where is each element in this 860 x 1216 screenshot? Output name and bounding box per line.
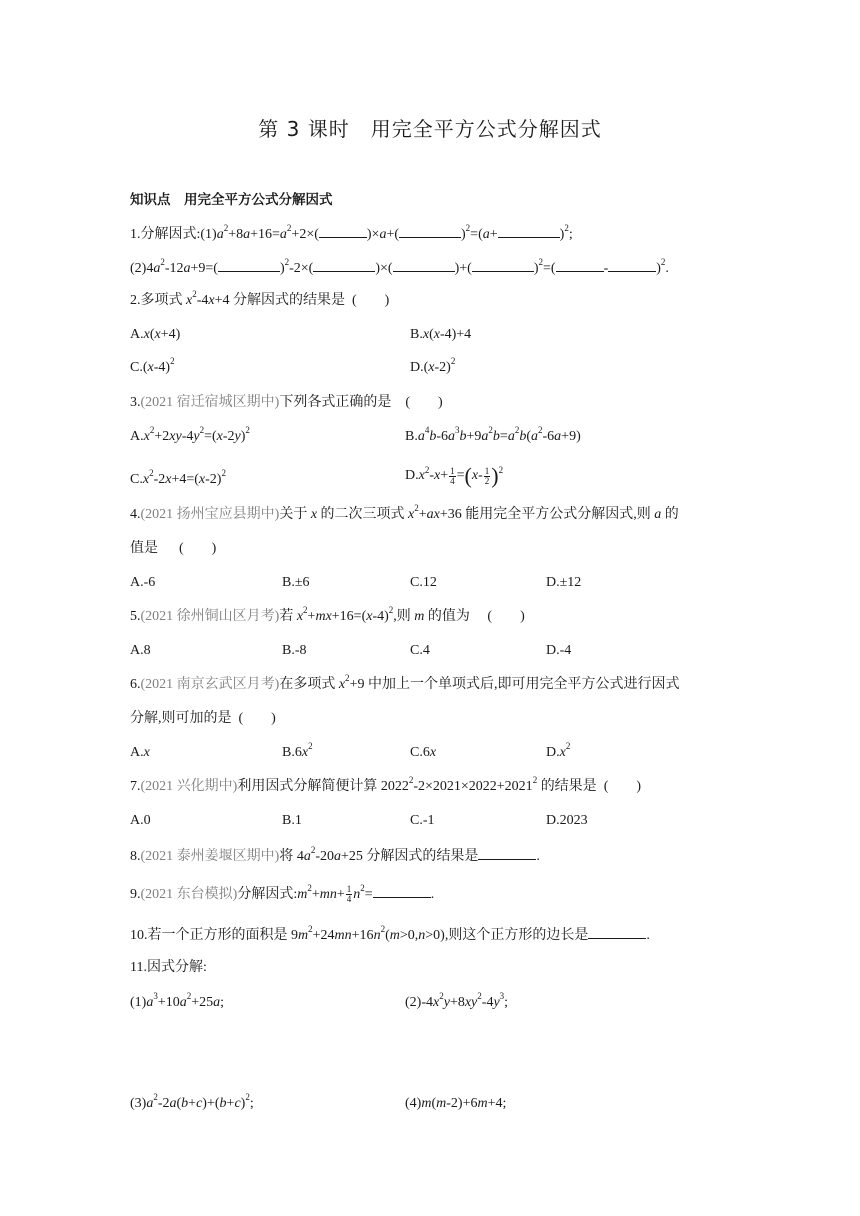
answer-blank[interactable] [319, 223, 367, 238]
question-4-line-2: 值是 ( ) [130, 541, 217, 556]
answer-blank[interactable] [313, 257, 375, 272]
q3-option-c[interactable]: $C.x^2-2x+4=(x-2)^2$ [130, 468, 226, 487]
source-tag: (2021 扬州宝应县期中) [140, 507, 280, 522]
q7-option-a[interactable]: A.0 [130, 813, 151, 828]
q2-option-b[interactable]: B.x(x-4)+4 [410, 327, 472, 342]
answer-blank[interactable] [478, 845, 536, 860]
q11-part-1: $(1)a^3+10a^2+25a$; [130, 991, 225, 1010]
q5-option-d[interactable]: D.-4 [546, 643, 572, 658]
q4-option-c[interactable]: C.12 [410, 575, 437, 590]
answer-blank[interactable] [498, 223, 560, 238]
question-6-line-2: 分解,则可加的是 ( ) [130, 711, 276, 726]
question-1-line-1: 1.分解因式$:(1)a^2+8a+16=a^2+2\times$( )×a+( )$^2=(a+ )^2$; [130, 223, 573, 242]
question-2: 2.多项式 $x^2-4x+4$ 分解因式的结果是 ( ) [130, 289, 390, 308]
q2-option-c[interactable]: $C.(x-4)^2$ [130, 356, 175, 375]
source-tag: (2021 徐州铜山区月考) [140, 609, 280, 624]
question-3: 3.(2021 宿迁宿城区期中)下列各式正确的是 ( ) [130, 395, 443, 410]
answer-blank[interactable] [399, 223, 461, 238]
q3-option-a[interactable]: $A.x^2+2xy-4y^2=(x-2y)^2$ [130, 425, 250, 444]
answer-blank[interactable] [588, 924, 646, 939]
question-6-line-1: 6.(2021 南京玄武区月考)在多项式 $x^2+9$ 中加上一个单项式后,即可用完全平方公式进行因式 [130, 673, 680, 692]
page-title: 第 3 课时 用完全平方公式分解因式 [258, 117, 602, 141]
question-10: 10.若一个正方形的面积是 $9m^2+24mn+16n^2(m>0,n>0)$,则这个正方形的边长是 . [130, 924, 650, 943]
source-tag: (2021 东台模拟) [140, 887, 238, 902]
q2-option-d[interactable]: $D.(x-2)^2$ [410, 356, 456, 375]
question-1-line-2: $(2)4a^2-12a+9=$( )$^2$-2×( )×( )+( )$^2=( - )^2$. [130, 257, 669, 276]
q6-option-c[interactable]: C.6x [410, 745, 437, 760]
question-8: 8.(2021 泰州姜堰区期中)将 $4a^2-20a+25$ 分解因式的结果是 . [130, 845, 540, 864]
q4-option-b[interactable]: B.±6 [282, 575, 310, 590]
q4-option-d[interactable]: D.±12 [546, 575, 582, 590]
q5-option-b[interactable]: B.-8 [282, 643, 307, 658]
q7-option-d[interactable]: D.2023 [546, 813, 588, 828]
answer-blank[interactable] [373, 883, 431, 898]
question-11: 11.因式分解: [130, 960, 207, 975]
answer-blank[interactable] [393, 257, 455, 272]
fraction: $\frac{1}{4}$ [346, 884, 352, 905]
question-4-line-1: 4.(2021 扬州宝应县期中)关于 x 的二次三项式 $x^2+ax+36$ 能用完全平方公式分解因式,则 a 的 [130, 503, 679, 522]
q4-option-a[interactable]: A.-6 [130, 575, 156, 590]
q6-option-a[interactable]: A.x [130, 745, 150, 760]
q7-option-c[interactable]: C.-1 [410, 813, 435, 828]
fraction: $\frac{1}{4}$ [450, 465, 455, 486]
q7-option-b[interactable]: B.1 [282, 813, 302, 828]
source-tag: (2021 南京玄武区月考) [140, 677, 280, 692]
fraction: $\frac{1}{2}$ [484, 465, 490, 486]
knowledge-point-heading: 知识点 用完全平方公式分解因式 [130, 192, 333, 208]
q3-option-d[interactable]: $D.x^2-x+$ $\frac{1}{4}$ =(x- $\frac{1}{2}$ )$^2$ [405, 463, 504, 488]
q6-option-d[interactable]: $D.x^2$ [546, 741, 571, 760]
q5-option-a[interactable]: A.8 [130, 643, 151, 658]
source-tag: (2021 宿迁宿城区期中) [140, 395, 280, 410]
question-7: 7.(2021 兴化期中)利用因式分解简便计算 $2022^2-2\times 2021\times 2022+2021^2$ 的结果是 ( ) [130, 775, 642, 794]
q3-option-b[interactable]: $B.a^4b-6a^3b+9a^2b=a^2b(a^2-6a+9)$ [405, 425, 581, 444]
answer-blank[interactable] [556, 257, 604, 272]
question-9: 9.(2021 东台模拟)分解因式$:m^2+mn+$ $\frac{1}{4}$ $n^2=$ . [130, 883, 435, 905]
q6-option-b[interactable]: $B.6x^2$ [282, 741, 313, 760]
q5-option-c[interactable]: C.4 [410, 643, 430, 658]
answer-blank[interactable] [608, 257, 656, 272]
q2-option-a[interactable]: A.x(x+4) [130, 327, 181, 342]
answer-blank[interactable] [472, 257, 534, 272]
q11-part-4: (4)m(m-2)+6m+4; [405, 1096, 507, 1111]
source-tag: (2021 泰州姜堰区期中) [140, 849, 280, 864]
source-tag: (2021 兴化期中) [140, 779, 238, 794]
question-5: 5.(2021 徐州铜山区月考)若 $x^2+mx+16=(x-4)^2$,则 m 的值为 ( ) [130, 605, 525, 624]
q11-part-3: $(3)a^2-2a(b+c)+(b+c)^2$; [130, 1092, 254, 1111]
q11-part-2: $(2)-4x^2y+8xy^2-4y^3$; [405, 991, 509, 1010]
answer-blank[interactable] [218, 257, 280, 272]
